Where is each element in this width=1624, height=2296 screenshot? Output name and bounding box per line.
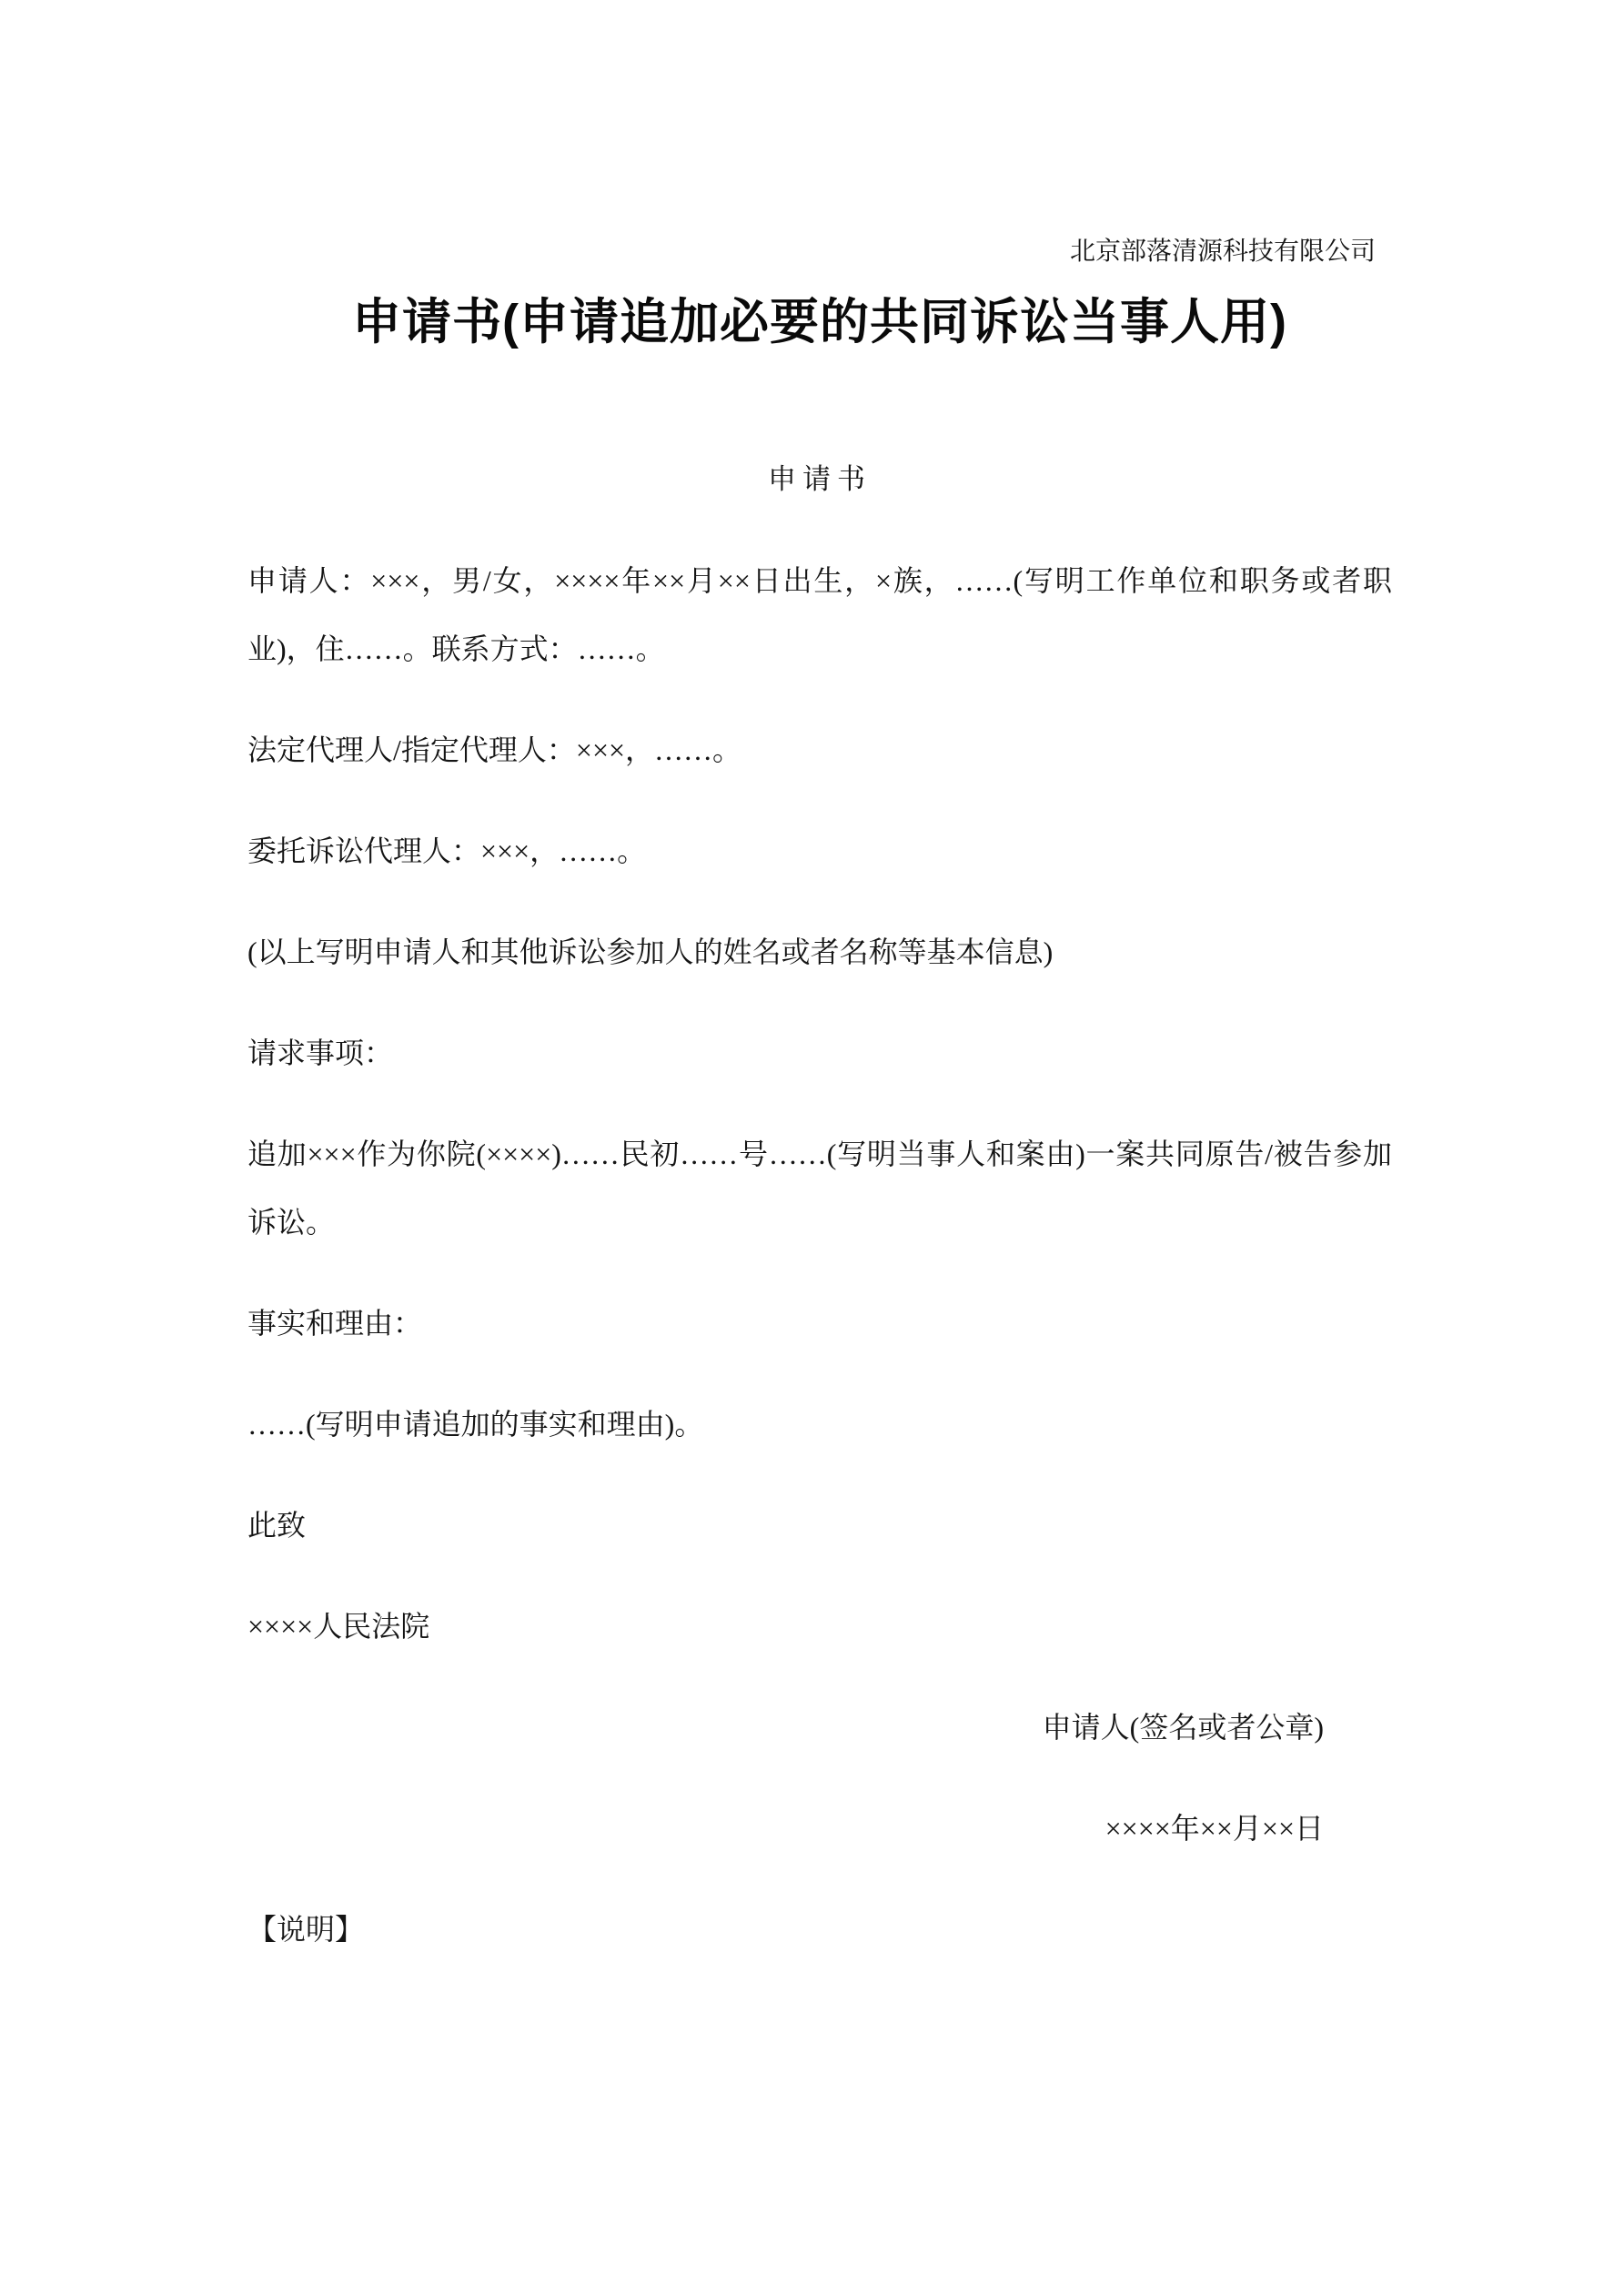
paragraph-facts-reasons-heading: 事实和理由：	[247, 1307, 423, 1340]
paragraph-basic-info-note: (以上写明申请人和其他诉讼参加人的姓名或者名称等基本信息)	[247, 936, 1054, 968]
paragraph-legal-agent: 法定代理人/指定代理人：×××，……。	[247, 733, 742, 766]
company-name: 北京部落清源科技有限公司	[1069, 238, 1376, 266]
date-line: ××××年××月××日	[1105, 1812, 1324, 1845]
document-title: 申请书(申请追加必要的共同诉讼当事人用)	[352, 295, 1287, 349]
paragraph-request-body: 追加×××作为你院(××××)……民初……号……(写明当事人和案由)一案共同原告/被告参加诉讼。	[247, 1138, 1392, 1239]
paragraph-applicant-info: 申请人：×××，男/女，××××年××月××日出生，×族，……(写明工作单位和职务或者职业)，住……。联系方式：……。	[247, 564, 1392, 665]
signature-line: 申请人(签名或者公章)	[1042, 1711, 1324, 1744]
document-subtitle: 申请书	[768, 463, 872, 495]
paragraph-entrusted-agent: 委托诉讼代理人：×××，……。	[247, 834, 647, 867]
paragraph-salutation: 此致	[247, 1509, 307, 1542]
note-heading: 【说明】	[247, 1913, 365, 1946]
paragraph-court-name: ××××人民法院	[247, 1610, 430, 1643]
paragraph-request-items-heading: 请求事项：	[247, 1037, 394, 1069]
paragraph-facts-reasons-body: ……(写明申请追加的事实和理由)。	[247, 1408, 704, 1441]
